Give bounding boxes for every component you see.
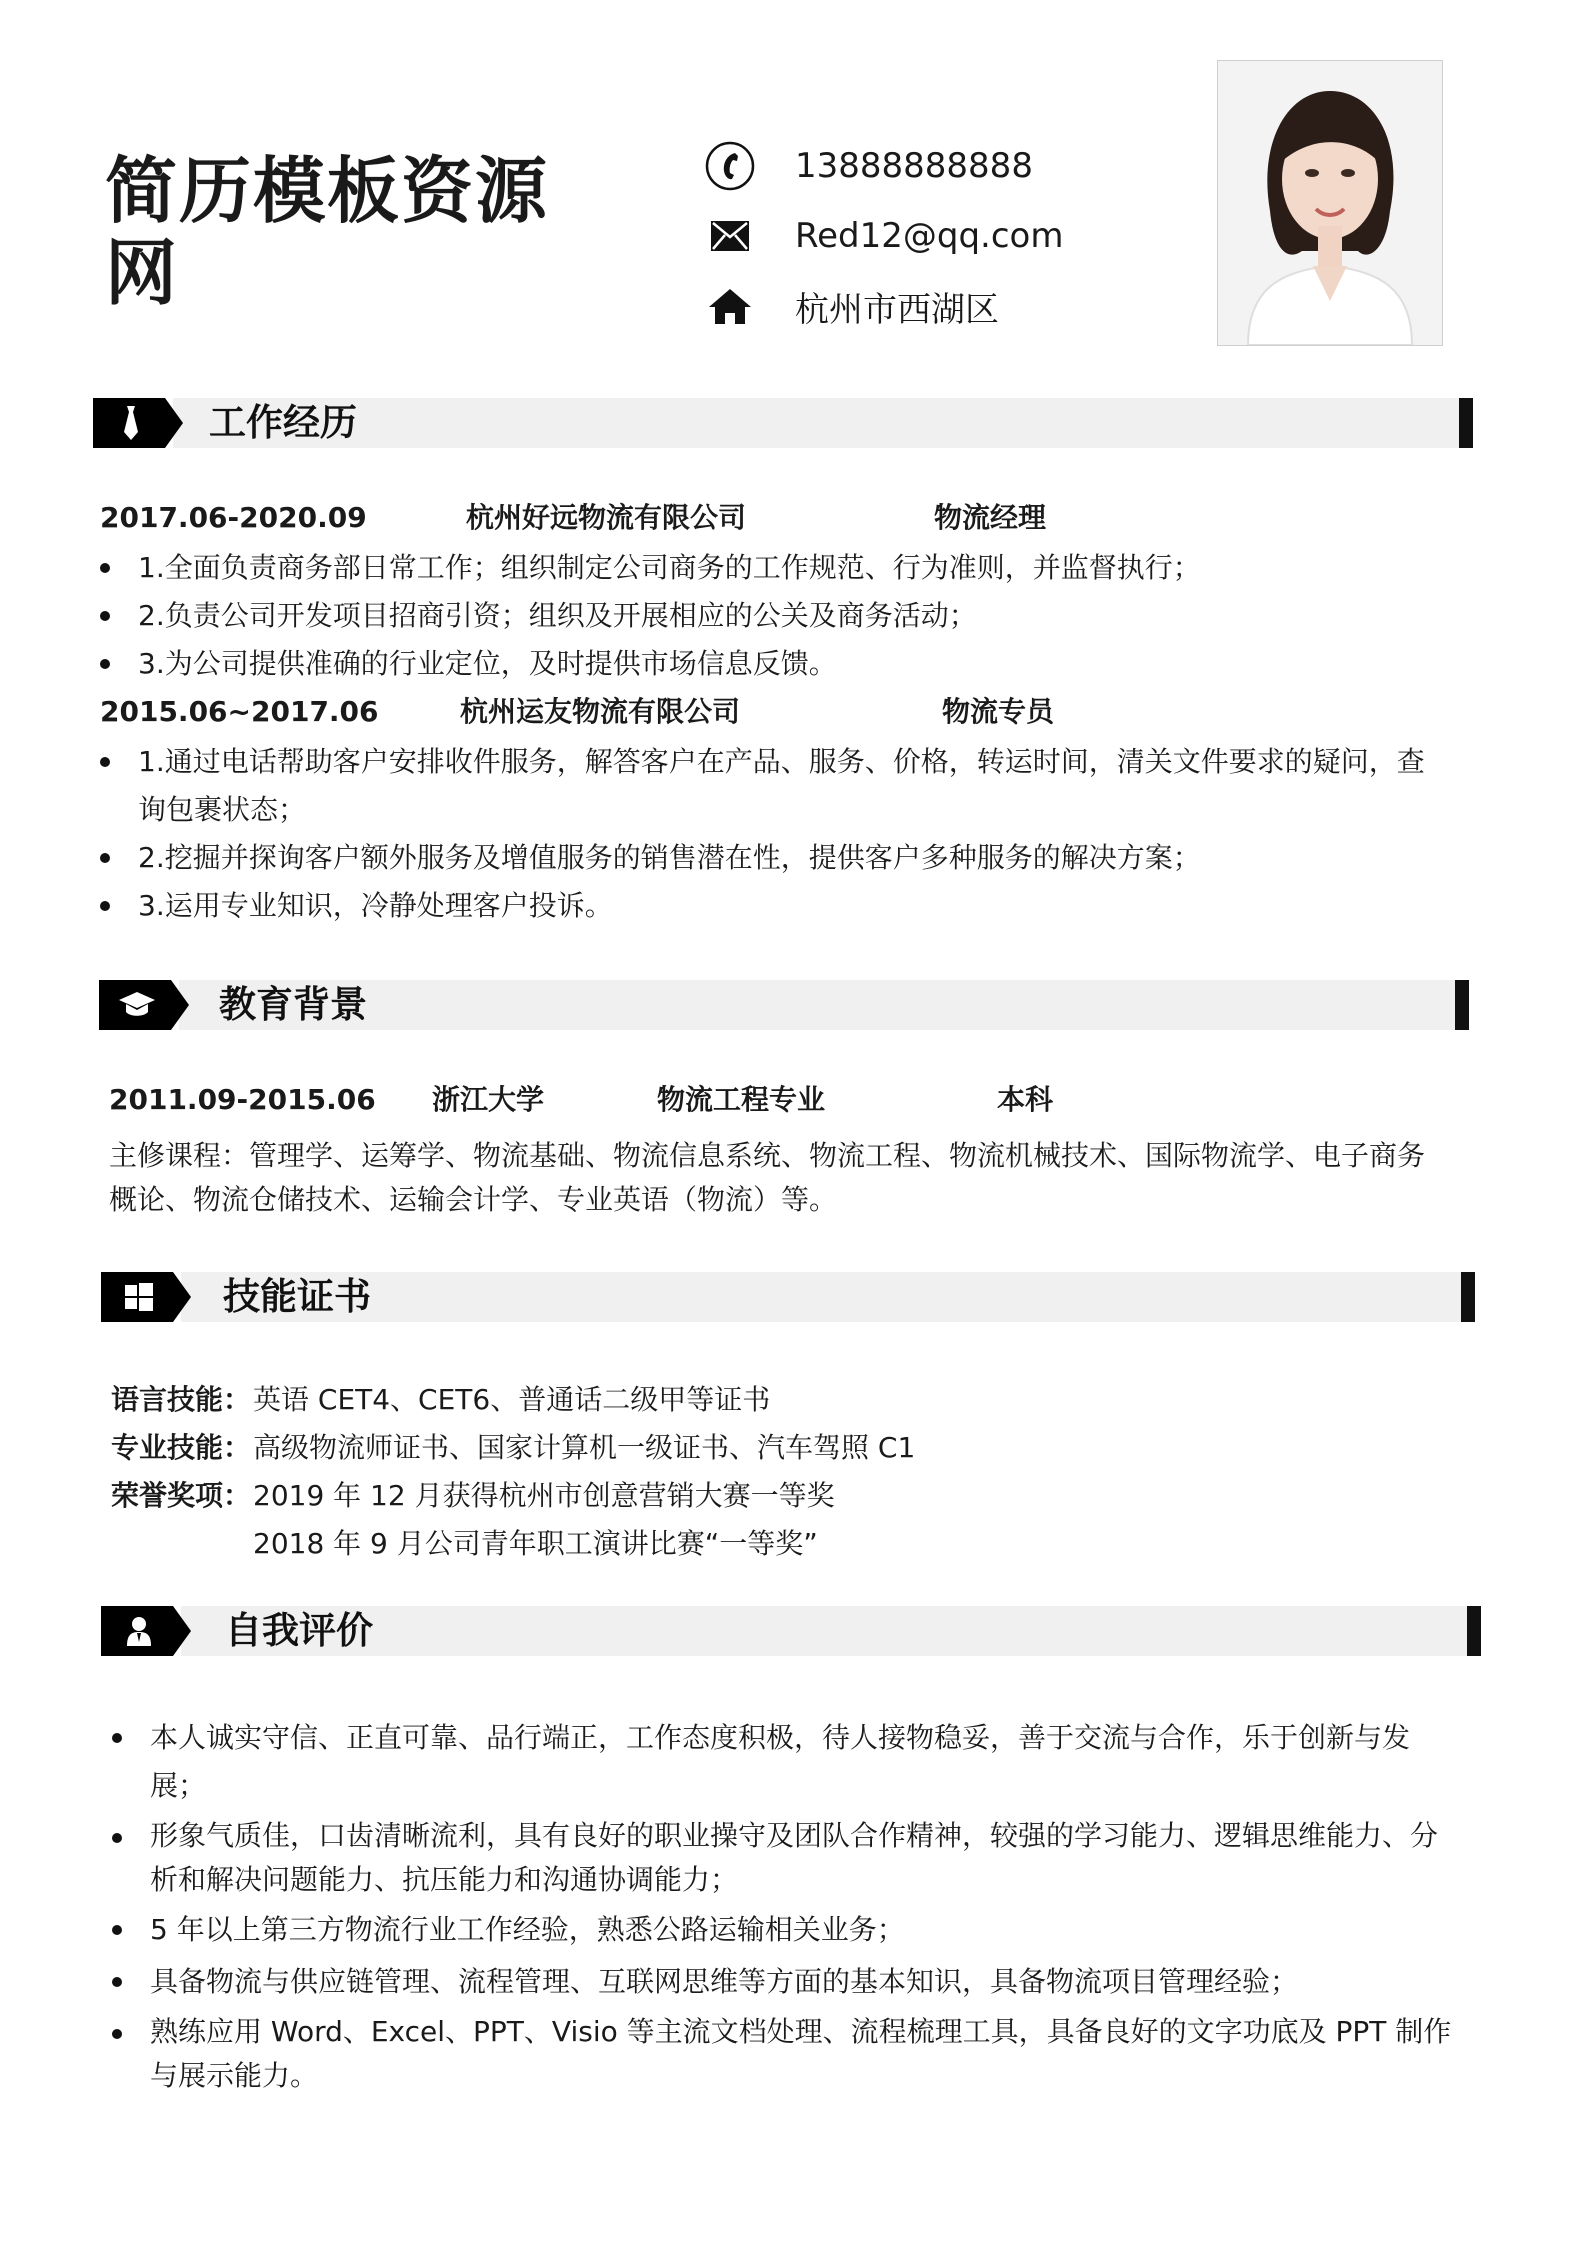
job-position: 物流经理: [934, 501, 1047, 534]
skill-label: 专业技能：: [111, 1431, 252, 1464]
candidate-name: 简历模板资源网: [105, 149, 550, 315]
section-header-skills: [101, 1272, 1475, 1322]
list-item: 3.运用专业知识，冷静处理客户投诉。: [100, 882, 1445, 930]
home-icon: [705, 281, 755, 331]
phone-number: 13888888888: [795, 146, 1033, 186]
skill-value: 高级物流师证书、国家计算机一级证书、汽车驾照 C1: [253, 1431, 916, 1464]
job-duties: [100, 544, 1440, 688]
job-company: 杭州运友物流有限公司: [460, 695, 741, 728]
skill-row-professional: [111, 1424, 915, 1472]
education-major: 物流工程专业: [657, 1083, 826, 1116]
self-evaluation-list: [112, 1714, 1452, 2098]
list-item: 3.为公司提供准确的行业定位，及时提供市场信息反馈。: [100, 640, 1440, 688]
section-header-education: [99, 980, 1469, 1030]
section-title-skills: 技能证书: [223, 1275, 371, 1318]
contact-address: [705, 276, 999, 336]
education-degree: 本科: [997, 1083, 1054, 1116]
job-period: 2015.06~2017.06: [100, 695, 379, 728]
skill-value: 英语 CET4、CET6、普通话二级甲等证书: [253, 1383, 771, 1416]
skill-value: 2018 年 9 月公司青年职工演讲比赛“一等奖”: [253, 1527, 818, 1560]
job-period: 2017.06-2020.09: [100, 501, 367, 534]
list-item: 本人诚实守信、正直可靠、品行端正，工作态度积极，待人接物稳妥，善于交流与合作，乐于创新与发展；: [112, 1714, 1452, 1810]
list-item: 1.通过电话帮助客户安排收件服务，解答客户在产品、服务、价格，转运时间，清关文件要求的疑问，查询包裹状态；: [100, 738, 1445, 834]
job-duties: [100, 738, 1445, 930]
section-header-self: [101, 1606, 1481, 1656]
mail-icon: [705, 211, 755, 261]
person-icon: [101, 1606, 191, 1656]
section-title-education: 教育背景: [219, 983, 367, 1026]
email-address: Red12@qq.com: [795, 216, 1064, 256]
list-item: 2.负责公司开发项目招商引资；组织及开展相应的公关及商务活动；: [100, 592, 1440, 640]
list-item: 5 年以上第三方物流行业工作经验，熟悉公路运输相关业务；: [112, 1906, 1452, 1954]
job-header: [100, 498, 1400, 538]
graduation-cap-icon: [99, 980, 189, 1030]
skill-row-honors-2: [111, 1520, 818, 1568]
skill-label: 荣誉奖项：: [111, 1479, 252, 1512]
section-title-work: 工作经历: [209, 401, 357, 444]
list-item: 2.挖掘并探询客户额外服务及增值服务的销售潜在性，提供客户多种服务的解决方案；: [100, 834, 1445, 882]
job-company: 杭州好远物流有限公司: [466, 501, 747, 534]
skill-value: 2019 年 12 月获得杭州市创意营销大赛一等奖: [253, 1479, 835, 1512]
skill-row-honors: [111, 1472, 835, 1520]
section-title-self: 自我评价: [225, 1609, 373, 1652]
list-item: 1.全面负责商务部日常工作；组织制定公司商务的工作规范、行为准则，并监督执行；: [100, 544, 1440, 592]
address: 杭州市西湖区: [795, 289, 999, 330]
education-courses: 主修课程：管理学、运筹学、物流基础、物流信息系统、物流工程、物流机械技术、国际物流学、电子商务概论、物流仓储技术、运输会计学、专业英语（物流）等。: [109, 1139, 1426, 1216]
education-header: [109, 1080, 1409, 1120]
phone-icon: [705, 141, 755, 191]
section-header-work: [93, 398, 1473, 448]
job-position: 物流专员: [942, 695, 1055, 728]
list-item: 形象气质佳，口齿清晰流利，具有良好的职业操守及团队合作精神，较强的学习能力、逻辑思维能力、分析和解决问题能力、抗压能力和沟通协调能力；: [112, 1814, 1452, 1902]
tie-icon: [93, 398, 183, 448]
contact-phone: [705, 136, 1033, 196]
list-item: 具备物流与供应链管理、流程管理、互联网思维等方面的基本知识，具备物流项目管理经验；: [112, 1958, 1452, 2006]
job-header: [100, 692, 1400, 732]
profile-photo: [1217, 60, 1443, 346]
skill-row-language: [111, 1376, 770, 1424]
contact-email: [705, 206, 1063, 266]
education-period: 2011.09-2015.06: [109, 1083, 376, 1116]
list-item: 熟练应用 Word、Excel、PPT、Visio 等主流文档处理、流程梳理工具，具备良好的文字功底及 PPT 制作与展示能力。: [112, 2010, 1452, 2098]
skill-label: 语言技能：: [111, 1383, 252, 1416]
education-school: 浙江大学: [432, 1083, 545, 1116]
windows-icon: [101, 1272, 191, 1322]
